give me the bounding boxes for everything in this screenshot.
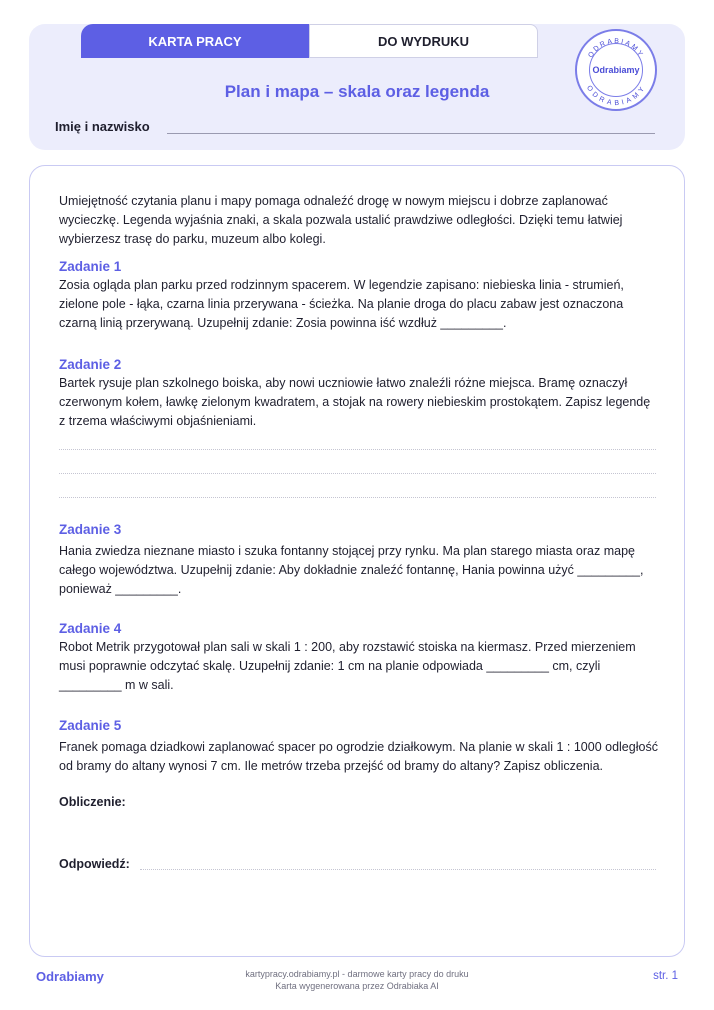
svg-text:ODRABIAMY: ODRABIAMY bbox=[587, 37, 645, 60]
task-5-text: Franek pomaga dziadkowi zaplanować spacer po ogrodzie działkowym. Na planie w skali 1 : 1000 odległość od bramy do altany wynosi 7 cm. Ile metrów trzeba przejść od bramy do altany? Zapisz obliczenia. bbox=[59, 740, 658, 773]
page-title: Plan i mapa – skala oraz legenda bbox=[224, 82, 490, 101]
task-1-text: Zosia ogląda plan parku przed rodzinnym spacerem. W legendzie zapisano: niebieska linia - strumień, zielone pole - łąka, czarna linia przerywana - ścieżka. Na planie droga do placu zabaw jest oznaczona czarną linią przerywaną. Uzupełnij zdanie: Zosia powinna iść wzdłuż _________. bbox=[59, 278, 624, 330]
task-3-title: Zadanie 3 bbox=[59, 522, 122, 537]
calculation-label: Obliczenie: bbox=[59, 795, 126, 809]
odrabiamy-stamp-logo bbox=[575, 29, 657, 111]
footer-line-1: kartypracy.odrabiamy.pl - darmowe karty pracy do druku bbox=[245, 969, 469, 979]
name-line bbox=[167, 133, 655, 134]
stamp-brand: Odrabiamy bbox=[589, 43, 643, 97]
tab-worksheet[interactable]: KARTA PRACY bbox=[81, 24, 309, 58]
task-1-title: Zadanie 1 bbox=[59, 259, 122, 274]
answer-line[interactable] bbox=[59, 473, 656, 474]
task-3-text: Hania zwiedza nieznane miasto i szuka fontanny stojącej przy rynku. Ma plan starego miasta oraz mapę całego województwa. Uzupełnij zdanie: Aby dokładnie znaleźć fontannę, Hania powinna użyć _________, ponieważ _________. bbox=[59, 544, 644, 596]
footer-info bbox=[0, 968, 714, 992]
task-5-title: Zadanie 5 bbox=[59, 718, 122, 733]
footer-line-2: Karta wygenerowana przez Odrabiaka AI bbox=[275, 981, 439, 991]
task-2-title: Zadanie 2 bbox=[59, 357, 122, 372]
worksheet-content bbox=[29, 165, 685, 957]
answer-line[interactable] bbox=[59, 497, 656, 498]
svg-text:ODRABIAMY: ODRABIAMY bbox=[584, 84, 648, 108]
task-2-text: Bartek rysuje plan szkolnego boiska, aby nowi uczniowie łatwo znaleźli różne miejsca. Bramę oznaczył czerwonym kołem, ławkę zielonym kwadratem, a stojak na rowery niebieskim prostokątem. Zapisz legendę z trzema właściwymi objaśnieniami. bbox=[59, 376, 651, 428]
tab-print[interactable]: DO WYDRUKU bbox=[309, 24, 538, 58]
answer-line[interactable] bbox=[59, 449, 656, 450]
page-number: str. 1 bbox=[653, 970, 678, 982]
task-4-text: Robot Metrik przygotował plan sali w skali 1 : 200, aby rozstawić stoiska na kiermasz. Przed mierzeniem musi poprawnie odczytać skalę. Uzupełnij zdanie: 1 cm na planie odpowiada _________ cm, czyli _________ m w sali. bbox=[59, 640, 636, 692]
answer-line[interactable] bbox=[140, 869, 656, 870]
intro-text: Umiejętność czytania planu i mapy pomaga odnaleźć drogę w nowym miejscu i dobrze zaplanować wycieczkę. Legenda wyjaśnia znaki, a skala pozwala ustalić prawdziwe odległości. Dzięki temu łatwiej wybierzesz trasę do parku, muzeum albo kolegi. bbox=[59, 194, 623, 246]
answer-label: Odpowiedź: bbox=[59, 857, 130, 871]
worksheet-header bbox=[29, 24, 685, 150]
task-4-title: Zadanie 4 bbox=[59, 621, 122, 636]
footer-brand: Odrabiamy bbox=[36, 969, 104, 984]
name-label: Imię i nazwisko bbox=[55, 119, 150, 134]
